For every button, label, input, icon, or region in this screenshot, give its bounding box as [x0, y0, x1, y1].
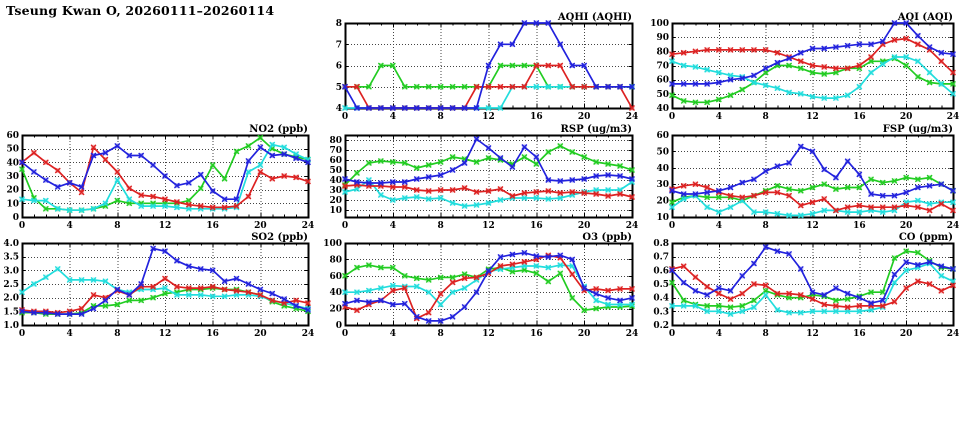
svg-text:0: 0: [668, 221, 676, 231]
chart-o3: [319, 230, 644, 340]
svg-text:100: 100: [323, 239, 342, 249]
no2-plot: [0, 122, 320, 232]
svg-text:60: 60: [656, 75, 669, 86]
svg-text:10: 10: [6, 199, 19, 210]
svg-text:12: 12: [482, 112, 495, 122]
chart-aqi: [646, 10, 965, 123]
svg-text:20: 20: [6, 185, 19, 196]
svg-text:20: 20: [329, 304, 342, 315]
svg-text:4: 4: [715, 112, 722, 122]
svg-text:24: 24: [625, 221, 639, 231]
svg-text:20: 20: [656, 196, 669, 207]
svg-text:2.5: 2.5: [3, 280, 19, 290]
co-title: CO (ppm): [898, 232, 953, 243]
so2-plot: [0, 230, 320, 340]
aqhi-title: AQHI (AQHI): [557, 12, 632, 23]
page-title: Tseung Kwan O, 20260111–20260114: [6, 3, 275, 18]
chart-no2: [0, 122, 320, 232]
svg-text:30: 30: [6, 172, 19, 182]
svg-text:4: 4: [715, 329, 722, 339]
chart-rsp: [319, 122, 644, 232]
svg-text:40: 40: [329, 176, 342, 186]
svg-text:60: 60: [329, 271, 342, 282]
svg-text:4: 4: [66, 221, 73, 231]
aqi-plot: [646, 10, 965, 123]
no2-title: NO2 (ppb): [249, 124, 308, 135]
svg-text:12: 12: [806, 221, 819, 231]
svg-text:0: 0: [668, 329, 676, 339]
svg-text:2.0: 2.0: [3, 293, 19, 304]
o3-title: O3 (ppb): [582, 232, 632, 243]
svg-text:24: 24: [625, 329, 639, 339]
svg-text:20: 20: [254, 329, 267, 339]
svg-text:4: 4: [389, 221, 396, 231]
svg-text:8: 8: [762, 221, 769, 231]
svg-text:7: 7: [335, 40, 342, 51]
fsp-title: FSP (ug/m3): [882, 124, 953, 135]
o3-plot: [319, 230, 644, 340]
svg-text:8: 8: [437, 221, 444, 231]
no2-tick-labels: [6, 131, 314, 231]
svg-text:4: 4: [66, 329, 73, 339]
svg-text:24: 24: [946, 329, 960, 339]
svg-text:8: 8: [437, 329, 444, 339]
so2-series-blue: [20, 246, 311, 317]
svg-text:0: 0: [668, 112, 676, 122]
svg-text:80: 80: [656, 47, 669, 58]
svg-text:16: 16: [206, 329, 219, 339]
svg-text:4: 4: [335, 104, 342, 114]
svg-text:12: 12: [806, 112, 819, 122]
svg-text:0.7: 0.7: [653, 252, 669, 263]
svg-text:0.3: 0.3: [653, 307, 669, 318]
svg-text:30: 30: [329, 186, 342, 196]
so2-title: SO2 (ppb): [251, 232, 308, 243]
svg-text:24: 24: [301, 221, 315, 231]
aqhi-series-red: [343, 63, 635, 111]
svg-text:50: 50: [6, 144, 19, 155]
svg-text:1.0: 1.0: [3, 321, 19, 331]
svg-text:100: 100: [650, 19, 669, 29]
svg-text:0.2: 0.2: [653, 321, 669, 331]
svg-text:24: 24: [301, 329, 315, 339]
svg-text:8: 8: [114, 329, 121, 339]
svg-text:8: 8: [762, 112, 769, 122]
svg-text:8: 8: [762, 329, 769, 339]
svg-text:20: 20: [899, 221, 913, 231]
svg-text:4: 4: [715, 221, 722, 231]
svg-text:12: 12: [482, 329, 495, 339]
svg-text:6: 6: [335, 61, 342, 72]
svg-text:20: 20: [329, 196, 342, 206]
svg-text:16: 16: [206, 221, 219, 231]
svg-text:16: 16: [853, 329, 866, 339]
svg-text:12: 12: [158, 221, 172, 231]
svg-text:50: 50: [656, 89, 669, 100]
svg-text:0.6: 0.6: [653, 266, 669, 277]
svg-text:10: 10: [329, 206, 342, 216]
aqhi-plot: [319, 10, 644, 123]
svg-text:20: 20: [577, 329, 591, 339]
svg-text:1.5: 1.5: [3, 307, 19, 318]
svg-text:8: 8: [114, 221, 121, 231]
svg-text:40: 40: [329, 288, 342, 299]
svg-text:4.0: 4.0: [3, 239, 19, 249]
svg-text:24: 24: [625, 112, 639, 122]
co-tick-labels: [653, 239, 959, 339]
svg-text:90: 90: [656, 33, 669, 44]
svg-text:0: 0: [12, 213, 19, 223]
svg-text:0: 0: [18, 221, 26, 231]
svg-text:4: 4: [389, 329, 396, 339]
svg-text:60: 60: [329, 156, 342, 166]
svg-text:0: 0: [18, 329, 26, 339]
svg-text:4: 4: [389, 112, 396, 122]
svg-text:30: 30: [656, 180, 669, 191]
fsp-tick-labels: [656, 131, 959, 231]
svg-text:3.0: 3.0: [3, 266, 19, 277]
svg-text:70: 70: [656, 61, 669, 72]
svg-text:5: 5: [335, 82, 342, 93]
svg-text:40: 40: [6, 158, 19, 169]
svg-text:8: 8: [335, 19, 342, 29]
svg-text:12: 12: [482, 221, 495, 231]
svg-text:10: 10: [656, 213, 669, 223]
svg-text:16: 16: [530, 221, 543, 231]
svg-text:20: 20: [899, 329, 913, 339]
chart-so2: [0, 230, 320, 340]
svg-text:12: 12: [806, 329, 819, 339]
svg-text:0.4: 0.4: [653, 293, 669, 304]
svg-text:0.8: 0.8: [653, 239, 669, 249]
svg-text:20: 20: [899, 112, 913, 122]
svg-text:40: 40: [656, 163, 669, 174]
rsp-title: RSP (ug/m3): [560, 124, 632, 135]
svg-text:12: 12: [158, 329, 172, 339]
svg-text:24: 24: [946, 221, 960, 231]
svg-text:20: 20: [577, 112, 591, 122]
svg-text:70: 70: [329, 146, 342, 156]
svg-text:60: 60: [6, 131, 19, 141]
svg-text:16: 16: [530, 329, 543, 339]
svg-text:0: 0: [341, 112, 349, 122]
svg-text:3.5: 3.5: [3, 252, 19, 263]
svg-text:8: 8: [437, 112, 444, 122]
svg-text:60: 60: [656, 131, 669, 141]
rsp-plot: [319, 122, 644, 232]
svg-text:20: 20: [254, 221, 267, 231]
svg-text:0: 0: [341, 329, 349, 339]
svg-text:0: 0: [341, 221, 349, 231]
svg-text:50: 50: [329, 166, 342, 176]
svg-text:50: 50: [656, 147, 669, 158]
svg-text:16: 16: [853, 112, 866, 122]
fsp-plot: [646, 122, 965, 232]
chart-aqhi: [319, 10, 644, 123]
svg-text:16: 16: [530, 112, 543, 122]
aqi-title: AQI (AQI): [897, 12, 953, 23]
svg-text:20: 20: [577, 221, 591, 231]
svg-text:80: 80: [329, 255, 342, 266]
co-plot: [646, 230, 965, 340]
svg-text:0: 0: [335, 321, 342, 331]
chart-fsp: [646, 122, 965, 232]
chart-co: [646, 230, 965, 340]
svg-text:24: 24: [946, 112, 960, 122]
svg-text:16: 16: [853, 221, 866, 231]
svg-text:0.5: 0.5: [653, 280, 669, 290]
o3-grid: [345, 243, 632, 325]
svg-text:40: 40: [656, 104, 669, 114]
svg-text:80: 80: [329, 136, 342, 146]
